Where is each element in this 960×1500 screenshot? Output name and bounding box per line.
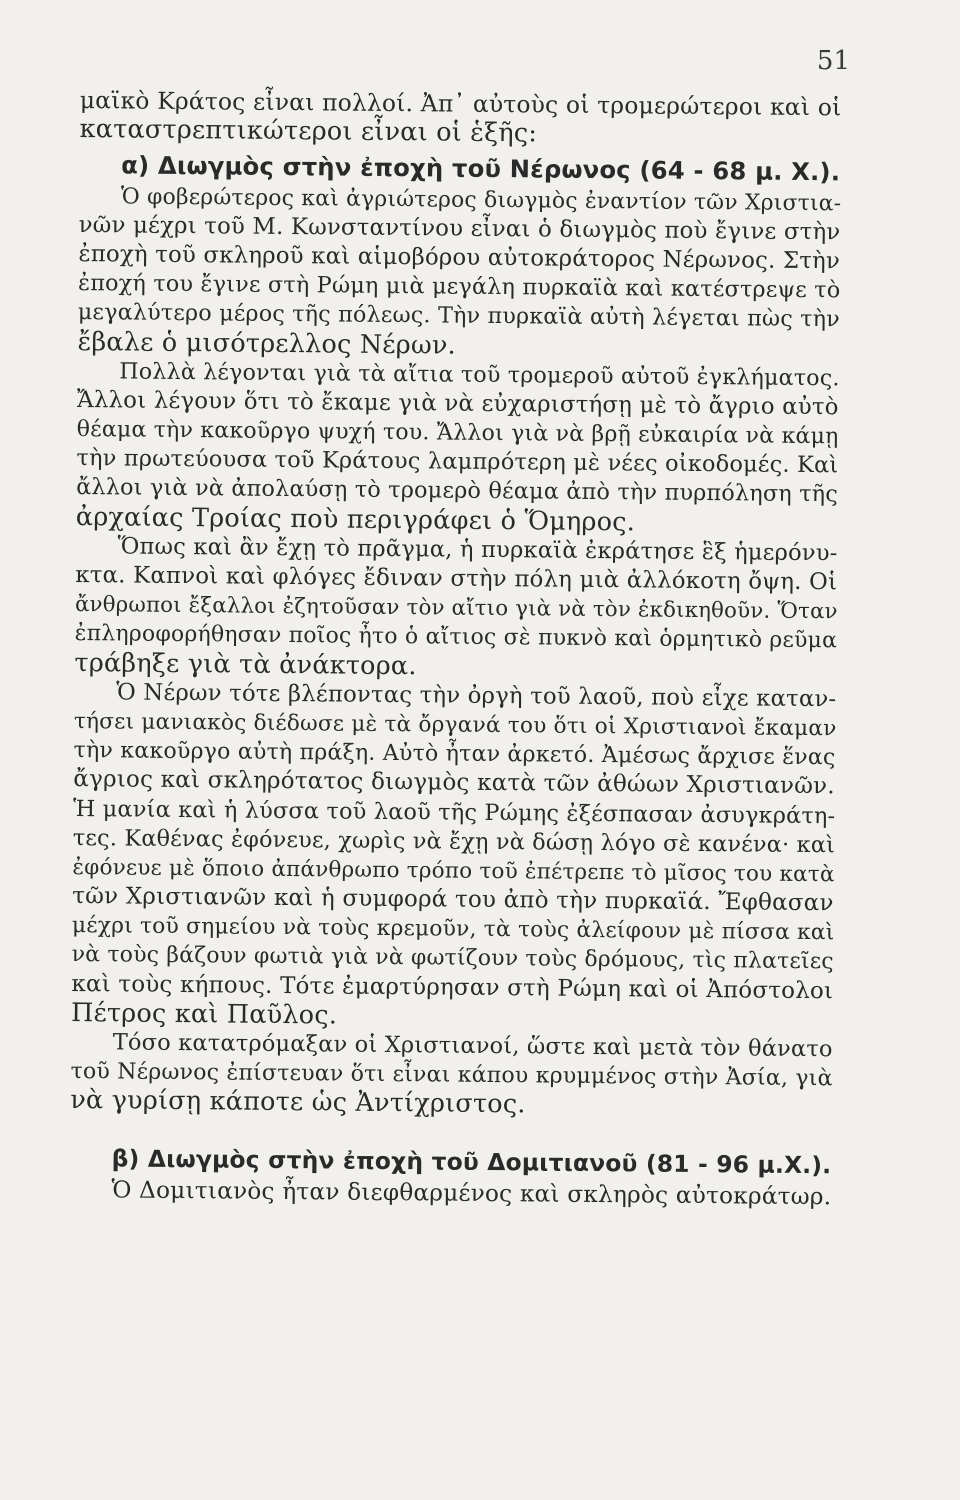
paragraph-fire bbox=[74, 532, 840, 685]
text-line: μαϊκὸ Κράτος εἶναι πολλοί. Ἀπ᾽ αὐτοὺς οἱ τρομερώτεροι καὶ οἱ bbox=[79, 86, 842, 122]
text-line: καταστρεπτικώτεροι εἶναι οἱ ἑξῆς: bbox=[79, 114, 538, 149]
text-line: Ἡ μανία καὶ ἡ λύσσα τοῦ λαοῦ τῆς Ρώμης ἐξέσπασαν ἀσυγκράτη- bbox=[72, 795, 836, 829]
text-line: τῶν Χριστιανῶν καὶ ἡ συμφορά του ἀπὸ τὴν πυρκαϊά. Ἔφθασαν bbox=[72, 883, 834, 917]
paragraph-domitian bbox=[69, 1175, 834, 1212]
text-line: τήσει μανιακὸς διέδωσε μὲ τὰ ὄργανά του ὅτι οἱ Χριστιανοὶ ἔκαμαν bbox=[73, 708, 837, 742]
body-text bbox=[69, 86, 845, 1211]
text-line: ἔβαλε ὁ μισότρελλος Νέρων. bbox=[77, 326, 457, 361]
paragraph-antichrist bbox=[70, 1028, 836, 1123]
text-line: Ὁ φοβερώτερος καὶ ἀγριώτερος διωγμὸς ἐναντίον τῶν Χριστια- bbox=[120, 183, 842, 216]
text-line: τὴν πρωτεύουσα τοῦ Κράτους λαμπρότερη μὲ νέες οἰκοδομές. Καὶ bbox=[76, 445, 839, 479]
text-line: κτα. Καπνοὶ καὶ φλόγες ἔδιναν στὴν πόλη μιὰ ἀλλόκοτη ὄψη. Οἱ bbox=[75, 561, 838, 596]
text-line: ἄνθρωποι ἔξαλλοι ἐζητοῦσαν τὸν αἴτιο γιὰ νὰ τὸν ἐκδικηθοῦν. Ὅταν bbox=[74, 592, 838, 625]
paragraph-nero-blame bbox=[71, 678, 839, 1036]
text-line: ἐποχὴ τοῦ σκληροῦ καὶ αἱμοβόρου αὐτοκράτορος Νέρωνος. Στὴν bbox=[78, 240, 841, 275]
text-line: καὶ τοὺς κήπους. Τότε ἐμαρτύρησαν στὴ Ρώμη καὶ οἱ Ἀπόστολοι bbox=[71, 970, 834, 1004]
text-line: Ὁ Δομιτιανὸς ἦταν διεφθαρμένος καὶ σκληρὸς αὐτοκράτωρ. bbox=[111, 1176, 832, 1211]
section-heading-domitian: β) Διωγμὸς στὴν ἐποχὴ τοῦ Δομιτιανοῦ (81 - 96 μ.Χ.). bbox=[111, 1143, 832, 1179]
text-line: ἄλλοι γιὰ νὰ ἀπολαύσῃ τὸ τρομερὸ θέαμα ἀπὸ τὴν πυρπόληση τῆς bbox=[76, 474, 839, 508]
text-line: Τόσο κατατρόμαξαν οἱ Χριστιανοί, ὥστε καὶ μετὰ τὸν θάνατο bbox=[112, 1029, 833, 1063]
page-number: 51 bbox=[816, 46, 850, 76]
text-line: μεγαλύτερο μέρος τῆς πόλεως. Τὴν πυρκαϊὰ αὐτὴ λέγεται πὼς τὴν bbox=[77, 299, 841, 333]
text-line: ἀρχαίας Τροίας ποὺ περιγράφει ὁ Ὅμηρος. bbox=[75, 501, 636, 537]
text-line: Πολλὰ λέγονται γιὰ τὰ αἴτια τοῦ τρομεροῦ αὐτοῦ ἐγκλήματος. bbox=[119, 358, 840, 392]
text-line: τες. Καθένας ἐφόνευε, χωρὶς νὰ ἔχῃ νὰ δώσῃ λόγο σὲ κανένα· καὶ bbox=[72, 824, 836, 858]
text-line: Ἄλλοι λέγουν ὅτι τὸ ἔκαμε γιὰ νὰ εὐχαριστήσῃ μὲ τὸ ἄγριο αὐτὸ bbox=[76, 386, 839, 421]
text-line: νὰ γυρίσῃ κάποτε ὡς Ἀντίχριστος. bbox=[70, 1085, 526, 1120]
text-line: ἐπληροφορήθησαν ποῖος ἦτο ὁ αἴτιος σὲ πυκνὸ καὶ ὁρμητικὸ ρεῦμα bbox=[74, 621, 838, 654]
paragraph-nero-persecution bbox=[77, 182, 844, 364]
text-line: θέαμα τὴν κακοῦργο ψυχή του. Ἄλλοι γιὰ νὰ βρῇ εὐκαιρία νὰ κάμῃ bbox=[76, 417, 839, 450]
text-line: ἐποχή του ἔγινε στὴ Ρώμη μιὰ μεγάλη πυρκαϊὰ καὶ κατέστρεψε τὸ bbox=[77, 270, 841, 304]
text-line: Ὁ Νέρων τότε βλέποντας τὴν ὀργὴ τοῦ λαοῦ, ποὺ εἶχε καταν- bbox=[116, 679, 837, 713]
text-line: νὰ τοὺς βάζουν φωτιὰ γιὰ νὰ φωτίζουν τοὺς δρόμους, τὶς πλατεῖες bbox=[71, 942, 834, 975]
text-line: τοῦ Νέρωνος ἐπίστευαν ὅτι εἶναι κάπου κρυμμένος στὴν Ἀσία, γιὰ bbox=[70, 1059, 833, 1092]
text-line: τὴν κακοῦργο αὐτὴ πράξη. Αὐτὸ ἦταν ἀρκετό. Ἀμέσως ἄρχισε ἕνας bbox=[73, 737, 836, 771]
paragraph-causes bbox=[76, 357, 843, 539]
section-heading-nero: α) Διωγμὸς στὴν ἐποχὴ τοῦ Νέρωνος (64 - 68 μ. Χ.). bbox=[121, 150, 841, 187]
text-line: Πέτρος καὶ Παῦλος. bbox=[70, 997, 338, 1031]
text-line: τράβηξε γιὰ τὰ ἀνάκτορα. bbox=[74, 647, 417, 681]
paragraph-intro bbox=[79, 86, 845, 152]
text-line: ἄγριος καὶ σκληρότατος διωγμὸς κατὰ τῶν ἀθώων Χριστιανῶν. bbox=[73, 766, 835, 800]
text-line: Ὅπως καὶ ἂν ἔχῃ τὸ πρᾶγμα, ἡ πυρκαϊὰ ἐκράτησε ἓξ ἡμερόνυ- bbox=[117, 533, 838, 567]
text-line: μέχρι τοῦ σημείου νὰ τοὺς κρεμοῦν, τὰ τοὺς ἀλείφουν μὲ πίσσα καὶ bbox=[71, 913, 835, 946]
text-line: νῶν μέχρι τοῦ Μ. Κωνσταντίνου εἶναι ὁ διωγμὸς ποὺ ἔγινε στὴν bbox=[78, 211, 841, 246]
text-line: ἐφόνευε μὲ ὅποιο ἀπάνθρωπο τρόπο τοῦ ἐπέτρεπε τὸ μῖσος του κατὰ bbox=[72, 854, 835, 888]
